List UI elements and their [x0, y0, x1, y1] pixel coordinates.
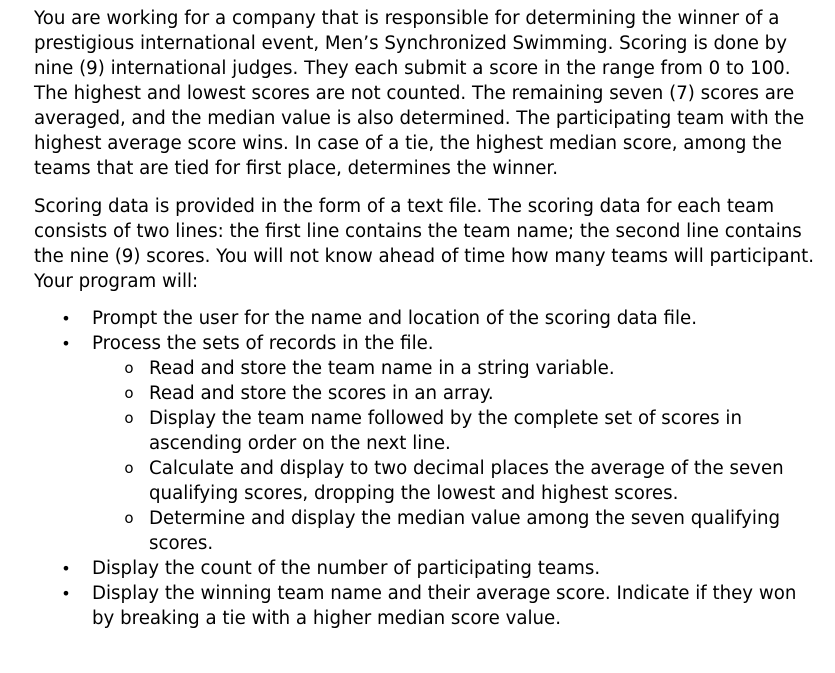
circle-bullet-icon: o	[124, 359, 134, 377]
bullet-icon: •	[61, 559, 71, 578]
list-item	[61, 556, 824, 581]
bullet-icon: •	[61, 334, 71, 353]
sub-list-item-text: Determine and display the median value among the seven qualifying scores.	[149, 508, 781, 554]
sub-list-item	[124, 506, 824, 556]
intro-paragraph: You are working for a company that is responsible for determining the winner of a prestigious international event, Men’s Synchronized Swimming. Scoring is done by nine (9) international judges. They each submit a score in the range from 0 to 100. The highest and lowest scores are not counted. The remaining seven (7) scores are averaged, and the median value is also determined. The participating team with the highest average score wins. In case of a tie, the highest median score, among the teams that are tied for first place, determines the winner.	[34, 8, 805, 179]
processing-sublist	[92, 356, 824, 556]
sub-list-item	[124, 406, 824, 456]
sub-list-item-text: Read and store the scores in an array.	[149, 383, 494, 404]
list-item-text: Display the winning team name and their average score. Indicate if they won by breaking a tie with a higher median score value.	[92, 583, 797, 629]
sub-list-item	[124, 356, 824, 381]
sub-list-item	[124, 456, 824, 506]
list-item-text: Prompt the user for the name and location of the scoring data file.	[92, 308, 697, 329]
circle-bullet-icon: o	[124, 509, 134, 527]
sub-list-item-text: Display the team name followed by the complete set of scores in ascending order on the next line.	[149, 408, 742, 454]
circle-bullet-icon: o	[124, 459, 134, 477]
sub-list-item	[124, 381, 824, 406]
list-item-text: Display the count of the number of participating teams.	[92, 558, 601, 579]
list-item-text: Process the sets of records in the file.	[92, 333, 434, 354]
sub-list-item-text: Calculate and display to two decimal places the average of the seven qualifying scores, dropping the lowest and highest scores.	[149, 458, 784, 504]
list-item	[61, 331, 824, 556]
sub-list-item-text: Read and store the team name in a string variable.	[149, 358, 615, 379]
bullet-icon: •	[61, 584, 71, 603]
list-item	[61, 306, 824, 331]
bullet-icon: •	[61, 309, 71, 328]
circle-bullet-icon: o	[124, 409, 134, 427]
assignment-document	[34, 6, 824, 631]
requirements-list	[34, 306, 824, 631]
circle-bullet-icon: o	[124, 384, 134, 402]
requirements-paragraph: Scoring data is provided in the form of a text file. The scoring data for each team consists of two lines: the first line contains the team name; the second line contains the nine (9) scores. You will not know ahead of time how many teams will participant. Your program will:	[34, 196, 815, 292]
list-item	[61, 581, 824, 631]
